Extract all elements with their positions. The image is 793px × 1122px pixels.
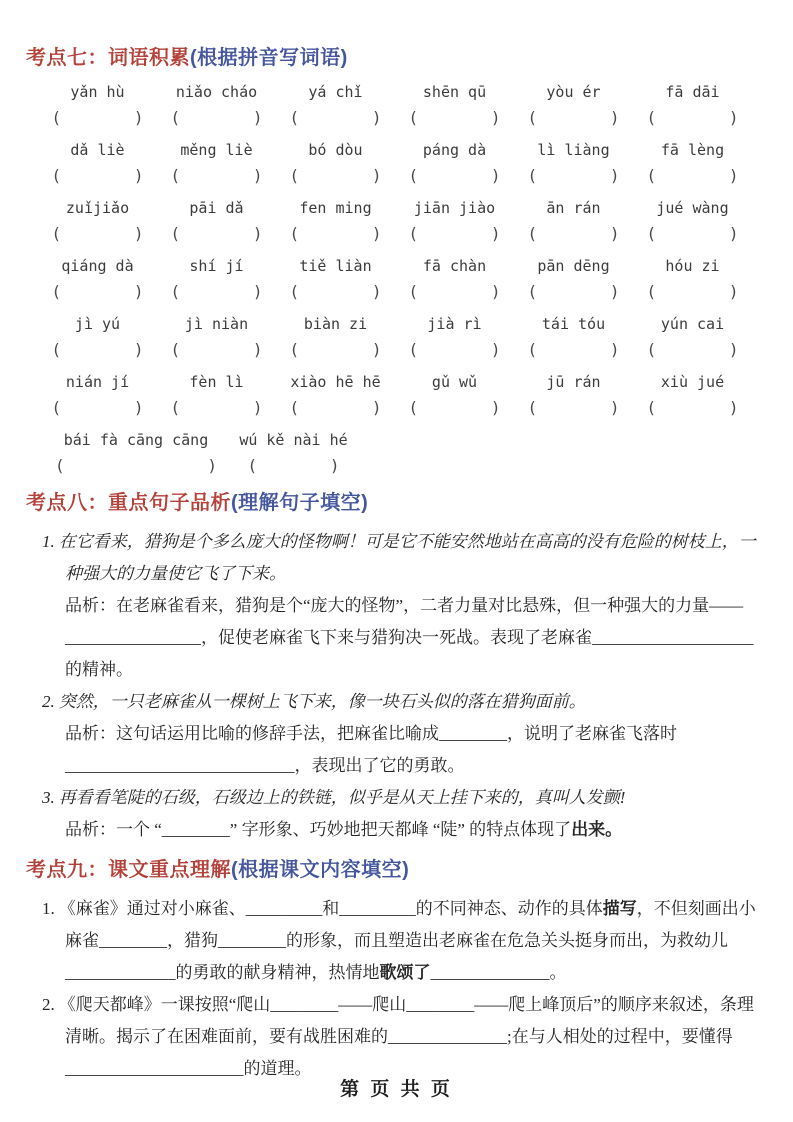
- pinyin-word-cell: [395, 197, 514, 247]
- paren-close: ): [371, 398, 382, 417]
- pinyin-word-cell: [633, 139, 752, 189]
- pinyin-row-7: [38, 429, 763, 479]
- pinyin-word-cell: [514, 139, 633, 189]
- paren-close: ): [252, 340, 263, 359]
- pinyin-text: jué wàng: [656, 199, 729, 217]
- paren-open: (: [247, 456, 258, 475]
- paren-open: (: [527, 108, 538, 127]
- pinyin-word-cell: [514, 197, 633, 247]
- pinyin-text: gǔ wǔ: [431, 373, 478, 391]
- paren-close: ): [133, 224, 144, 243]
- pinyin-word-cell: [395, 313, 514, 363]
- pinyin-word-cell: [395, 371, 514, 421]
- paren-close: ): [728, 166, 739, 185]
- item-number: 1.: [42, 532, 55, 551]
- pinyin-word-cell: [514, 81, 633, 131]
- answer-parentheses: [409, 162, 501, 189]
- paren-close: ): [252, 108, 263, 127]
- paren-close: ): [133, 282, 144, 301]
- paren-close: ): [252, 166, 263, 185]
- filled-answer-text: 描写: [602, 899, 637, 918]
- paren-open: (: [646, 398, 657, 417]
- filled-answer-text: 出来。: [571, 820, 623, 839]
- section-kaodian-7: [26, 44, 763, 479]
- paren-close: ): [728, 398, 739, 417]
- paren-open: (: [646, 166, 657, 185]
- answer-parentheses: [171, 104, 263, 131]
- answer-parentheses: [171, 394, 263, 421]
- answer-parentheses: [647, 104, 739, 131]
- pinyin-text: shēn qū: [422, 83, 487, 101]
- answer-parentheses: [290, 220, 382, 247]
- exercise-8-2-analysis: 品析：这句话运用比喻的修辞手法，把麻雀比喻成________，说明了老麻雀飞落时___________________________，表现出了它的勇敢。: [65, 724, 677, 775]
- paren-open: (: [51, 340, 62, 359]
- pinyin-text: jū rán: [546, 373, 601, 391]
- pinyin-text: pān dēng: [537, 257, 610, 275]
- answer-parentheses: [290, 104, 382, 131]
- pinyin-word-cell: [157, 197, 276, 247]
- answer-parentheses: [290, 336, 382, 363]
- section-8-subtitle: (理解句子填空): [231, 492, 369, 514]
- answer-parentheses: [171, 336, 263, 363]
- pinyin-word-cell: [157, 371, 276, 421]
- pinyin-word-cell: [276, 139, 395, 189]
- section-7-subtitle: (根据拼音写词语): [190, 47, 348, 69]
- pinyin-word-cell: [38, 429, 234, 479]
- pinyin-word-cell: [395, 139, 514, 189]
- answer-parentheses: [409, 278, 501, 305]
- pinyin-word-cell: [234, 429, 353, 479]
- paren-close: ): [609, 224, 620, 243]
- exercise-text: 《麻雀》通过对小麻雀、_________和_________的不同神态、动作的具体: [58, 899, 603, 918]
- paren-close: ): [490, 282, 501, 301]
- section-9-subtitle: (根据课文内容填空): [231, 859, 410, 881]
- answer-parentheses: [528, 336, 620, 363]
- filled-answer-text: 歌颂了: [379, 963, 431, 982]
- paren-close: ): [252, 224, 263, 243]
- pinyin-word-cell: [157, 313, 276, 363]
- paren-open: (: [51, 108, 62, 127]
- exercise-text: ______________。: [430, 963, 567, 982]
- pinyin-word-cell: [633, 371, 752, 421]
- paren-open: (: [408, 282, 419, 301]
- paren-close: ): [329, 456, 340, 475]
- pinyin-text: yá chǐ: [308, 83, 363, 101]
- paren-open: (: [51, 282, 62, 301]
- answer-parentheses: [528, 162, 620, 189]
- paren-close: ): [490, 166, 501, 185]
- paren-open: (: [646, 340, 657, 359]
- pinyin-text: jì niàn: [184, 315, 249, 333]
- paren-close: ): [490, 340, 501, 359]
- pinyin-text: tái tóu: [541, 315, 606, 333]
- answer-parentheses: [409, 394, 501, 421]
- paren-open: (: [51, 166, 62, 185]
- paren-open: (: [51, 398, 62, 417]
- paren-open: (: [289, 282, 300, 301]
- answer-parentheses: [409, 220, 501, 247]
- pinyin-row-5: [38, 313, 763, 363]
- paren-open: (: [527, 166, 538, 185]
- pinyin-text: ān rán: [546, 199, 601, 217]
- answer-parentheses: [52, 278, 144, 305]
- paren-open: (: [289, 108, 300, 127]
- paren-open: (: [170, 398, 181, 417]
- paren-close: ): [371, 340, 382, 359]
- paren-open: (: [527, 282, 538, 301]
- paren-close: ): [728, 340, 739, 359]
- sentence-text: 突然，一只老麻雀从一棵树上飞下来，像一块石头似的落在猎狗面前。: [58, 692, 586, 711]
- pinyin-word-cell: [395, 255, 514, 305]
- paren-close: ): [609, 282, 620, 301]
- section-kaodian-9: [26, 856, 763, 1085]
- answer-parentheses: [409, 336, 501, 363]
- paren-close: ): [609, 166, 620, 185]
- pinyin-text: páng dà: [422, 141, 487, 159]
- pinyin-word-cell: [633, 313, 752, 363]
- paren-open: (: [289, 166, 300, 185]
- answer-parentheses: [171, 162, 263, 189]
- item-number: 2.: [42, 995, 55, 1014]
- sentence-text: 在它看来，猎狗是个多么庞大的怪物啊！可是它不能安然地站在高高的没有危险的树枝上，一种强大的力量使它飞了下来。: [58, 532, 756, 583]
- pinyin-text: fā lèng: [660, 141, 725, 159]
- pinyin-text: qiáng dà: [61, 257, 134, 275]
- answer-parentheses: [409, 104, 501, 131]
- paren-open: (: [527, 340, 538, 359]
- section-7-heading: [26, 44, 763, 72]
- pinyin-text: tiě liàn: [299, 257, 372, 275]
- paren-open: (: [646, 108, 657, 127]
- paren-close: ): [609, 398, 620, 417]
- paren-close: ): [728, 282, 739, 301]
- paren-close: ): [728, 108, 739, 127]
- answer-parentheses: [171, 220, 263, 247]
- pinyin-word-cell: [38, 313, 157, 363]
- paren-close: ): [252, 282, 263, 301]
- answer-parentheses: [52, 336, 144, 363]
- pinyin-text: yòu ér: [546, 83, 601, 101]
- answer-parentheses: [647, 278, 739, 305]
- pinyin-word-cell: [38, 139, 157, 189]
- paren-close: ): [133, 108, 144, 127]
- pinyin-text: fen ming: [299, 199, 372, 217]
- pinyin-word-cell: [276, 313, 395, 363]
- answer-parentheses: [528, 278, 620, 305]
- pinyin-word-cell: [395, 81, 514, 131]
- pinyin-row-3: [38, 197, 763, 247]
- exercise-text: 《爬天都峰》一课按照“爬山________——爬山________——爬上峰顶后”的顺序来叙述，条理清晰。揭示了在困难面前，要有战胜困难的______________;在与人相处的过程中，要懂得_____________________的道理。: [58, 995, 754, 1078]
- pinyin-text: jì yú: [74, 315, 121, 333]
- section-9-heading: [26, 856, 763, 884]
- pinyin-text: xiào hē hē: [290, 373, 381, 391]
- pinyin-text: bái fà cāng cāng: [63, 431, 209, 449]
- exercise-9-1: [42, 893, 763, 989]
- paren-open: (: [289, 340, 300, 359]
- answer-parentheses: [290, 162, 382, 189]
- item-number: 1.: [42, 899, 55, 918]
- pinyin-text: wú kě nài hé: [239, 431, 348, 449]
- pinyin-word-cell: [276, 255, 395, 305]
- pinyin-row-1: [38, 81, 763, 131]
- answer-parentheses: [528, 104, 620, 131]
- pinyin-text: yǎn hù: [70, 83, 125, 101]
- pinyin-word-cell: [514, 371, 633, 421]
- pinyin-text: dǎ liè: [70, 141, 125, 159]
- pinyin-word-cell: [276, 371, 395, 421]
- paren-open: (: [170, 108, 181, 127]
- pinyin-text: lì liàng: [537, 141, 610, 159]
- paren-close: ): [490, 224, 501, 243]
- paren-open: (: [289, 398, 300, 417]
- pinyin-text: jià rì: [427, 315, 482, 333]
- section-kaodian-8: [26, 489, 763, 846]
- sentence-text: 再看看笔陡的石级，石级边上的铁链，似乎是从天上挂下来的，真叫人发颤!: [58, 788, 626, 807]
- answer-parentheses: [647, 394, 739, 421]
- paren-open: (: [51, 224, 62, 243]
- paren-open: (: [170, 282, 181, 301]
- exercise-8-1-sentence: [42, 526, 763, 590]
- paren-close: ): [133, 340, 144, 359]
- exercise-8-3-sentence: [42, 782, 763, 814]
- pinyin-word-cell: [276, 197, 395, 247]
- pinyin-word-cell: [514, 255, 633, 305]
- answer-parentheses: [647, 220, 739, 247]
- item-number: 3.: [42, 788, 55, 807]
- pinyin-text: fèn lì: [189, 373, 244, 391]
- paren-open: (: [646, 224, 657, 243]
- answer-parentheses: [52, 394, 144, 421]
- paren-open: (: [527, 398, 538, 417]
- pinyin-word-cell: [38, 81, 157, 131]
- pinyin-word-cell: [38, 197, 157, 247]
- paren-open: (: [170, 166, 181, 185]
- paren-open: (: [408, 224, 419, 243]
- pinyin-text: nián jí: [65, 373, 130, 391]
- answer-parentheses: [528, 394, 620, 421]
- paren-close: ): [133, 398, 144, 417]
- pinyin-text: fā chàn: [422, 257, 487, 275]
- paren-open: (: [408, 108, 419, 127]
- answer-parentheses: [52, 104, 144, 131]
- paren-close: ): [490, 398, 501, 417]
- answer-parentheses: [290, 278, 382, 305]
- section-8-heading: [26, 489, 763, 517]
- pinyin-word-cell: [276, 81, 395, 131]
- pinyin-text: fā dāi: [665, 83, 720, 101]
- paren-close: ): [728, 224, 739, 243]
- pinyin-text: bó dòu: [308, 141, 363, 159]
- pinyin-text: zuǐjiǎo: [65, 199, 130, 217]
- answer-parentheses: [528, 220, 620, 247]
- section-9-title: 考点九：课文重点理解: [26, 859, 231, 881]
- paren-open: (: [408, 340, 419, 359]
- pinyin-word-cell: [157, 81, 276, 131]
- analysis-text: 品析：一个 “________” 字形象、巧妙地把天都峰 “陡” 的特点体现了: [65, 820, 572, 839]
- paren-open: (: [55, 456, 65, 475]
- paren-close: ): [609, 108, 620, 127]
- pinyin-row-2: [38, 139, 763, 189]
- pinyin-row-6: [38, 371, 763, 421]
- exercise-8-2-sentence: [42, 686, 763, 718]
- pinyin-text: xiù jué: [660, 373, 725, 391]
- pinyin-row-4: [38, 255, 763, 305]
- pinyin-word-cell: [38, 371, 157, 421]
- pinyin-text: měng liè: [180, 141, 253, 159]
- pinyin-word-cell: [514, 313, 633, 363]
- paren-open: (: [408, 398, 419, 417]
- answer-parentheses: [248, 452, 340, 479]
- pinyin-grid: [26, 81, 763, 479]
- exercise-8-1-analysis: 品析：在老麻雀看来，猎狗是个“庞大的怪物”，二者力量对比悬殊，但一种强大的力量——________________，促使老麻雀飞下来与猎狗决一死战。表现了老麻雀___________________的精神。: [65, 596, 754, 679]
- page-footer: 第 页 共 页: [340, 1079, 453, 1100]
- exercise-8-3-analysis: [65, 814, 763, 846]
- answer-parentheses: [52, 162, 144, 189]
- paren-close: ): [609, 340, 620, 359]
- paren-open: (: [527, 224, 538, 243]
- paren-open: (: [170, 340, 181, 359]
- pinyin-word-cell: [633, 255, 752, 305]
- paren-close: ): [371, 224, 382, 243]
- item-number: 2.: [42, 692, 55, 711]
- paren-open: (: [646, 282, 657, 301]
- pinyin-text: biàn zi: [303, 315, 368, 333]
- paren-close: ): [252, 398, 263, 417]
- pinyin-text: yún cai: [660, 315, 725, 333]
- section-7-title: 考点七：词语积累: [26, 47, 190, 69]
- paren-close: ): [207, 456, 217, 475]
- pinyin-text: hóu zi: [665, 257, 720, 275]
- answer-parentheses: [171, 278, 263, 305]
- section-8-title: 考点八：重点句子品析: [26, 492, 231, 514]
- exercise-9-2: [42, 989, 763, 1085]
- paren-close: ): [371, 108, 382, 127]
- paren-open: (: [170, 224, 181, 243]
- answer-parentheses: [55, 452, 217, 479]
- paren-close: ): [371, 166, 382, 185]
- paren-open: (: [408, 166, 419, 185]
- pinyin-word-cell: [157, 255, 276, 305]
- pinyin-word-cell: [157, 139, 276, 189]
- paren-open: (: [289, 224, 300, 243]
- pinyin-text: shí jí: [189, 257, 244, 275]
- paren-close: ): [490, 108, 501, 127]
- exercise-text: ，不但刻画出小麻雀________，猎狗________的形象，而且塑造出老麻雀在危急关头挺身而出，为救幼儿_____________的勇敢的献身精神，热情地: [65, 899, 756, 982]
- pinyin-text: jiān jiào: [413, 199, 496, 217]
- pinyin-text: pāi dǎ: [189, 199, 244, 217]
- pinyin-text: niǎo cháo: [175, 83, 258, 101]
- pinyin-word-cell: [633, 81, 752, 131]
- pinyin-word-cell: [38, 255, 157, 305]
- answer-parentheses: [290, 394, 382, 421]
- paren-close: ): [133, 166, 144, 185]
- answer-parentheses: [52, 220, 144, 247]
- pinyin-word-cell: [633, 197, 752, 247]
- answer-parentheses: [647, 162, 739, 189]
- paren-close: ): [371, 282, 382, 301]
- answer-parentheses: [647, 336, 739, 363]
